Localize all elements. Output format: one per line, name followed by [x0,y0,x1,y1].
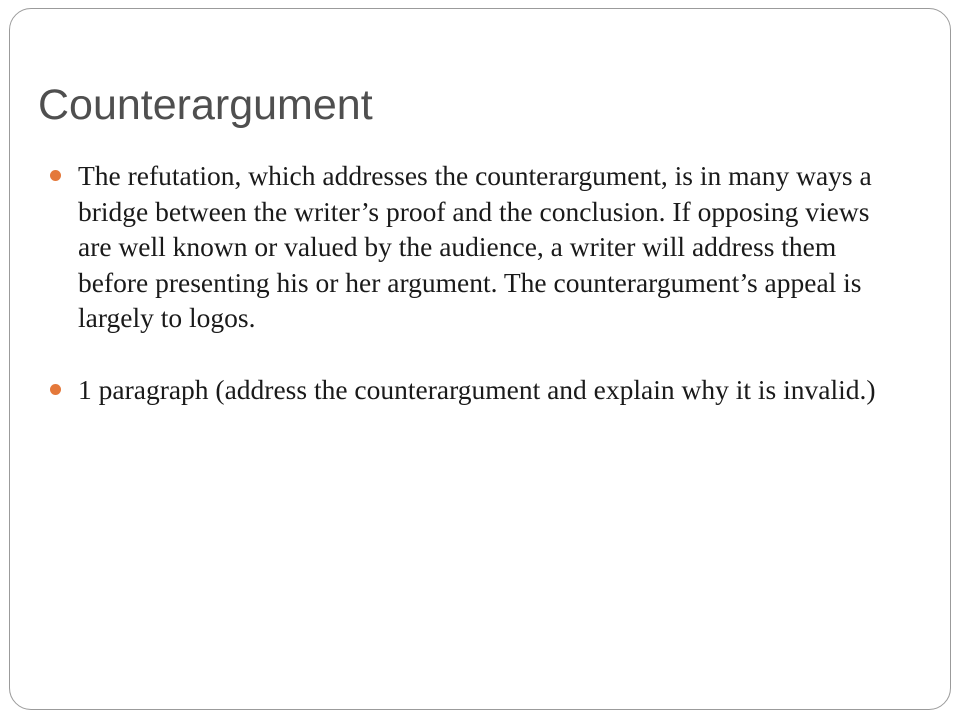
bullet-dot-icon [50,170,61,181]
bullet-text: 1 paragraph (address the counterargument and explain why it is invalid.) [78,373,876,405]
bullet-item [50,372,900,408]
slide-title: Counterargument [38,81,373,129]
bullet-dot-icon [50,384,61,395]
bullet-text: The refutation, which addresses the counterargument, is in many ways a bridge between the writer’s proof and the conclusion. If opposing views are well known or valued by the audience, a writer will address them before presenting his or her argument. The counterargument’s appeal is largely to logos. [78,160,872,333]
bullet-list [50,158,900,443]
bullet-item [50,158,900,336]
